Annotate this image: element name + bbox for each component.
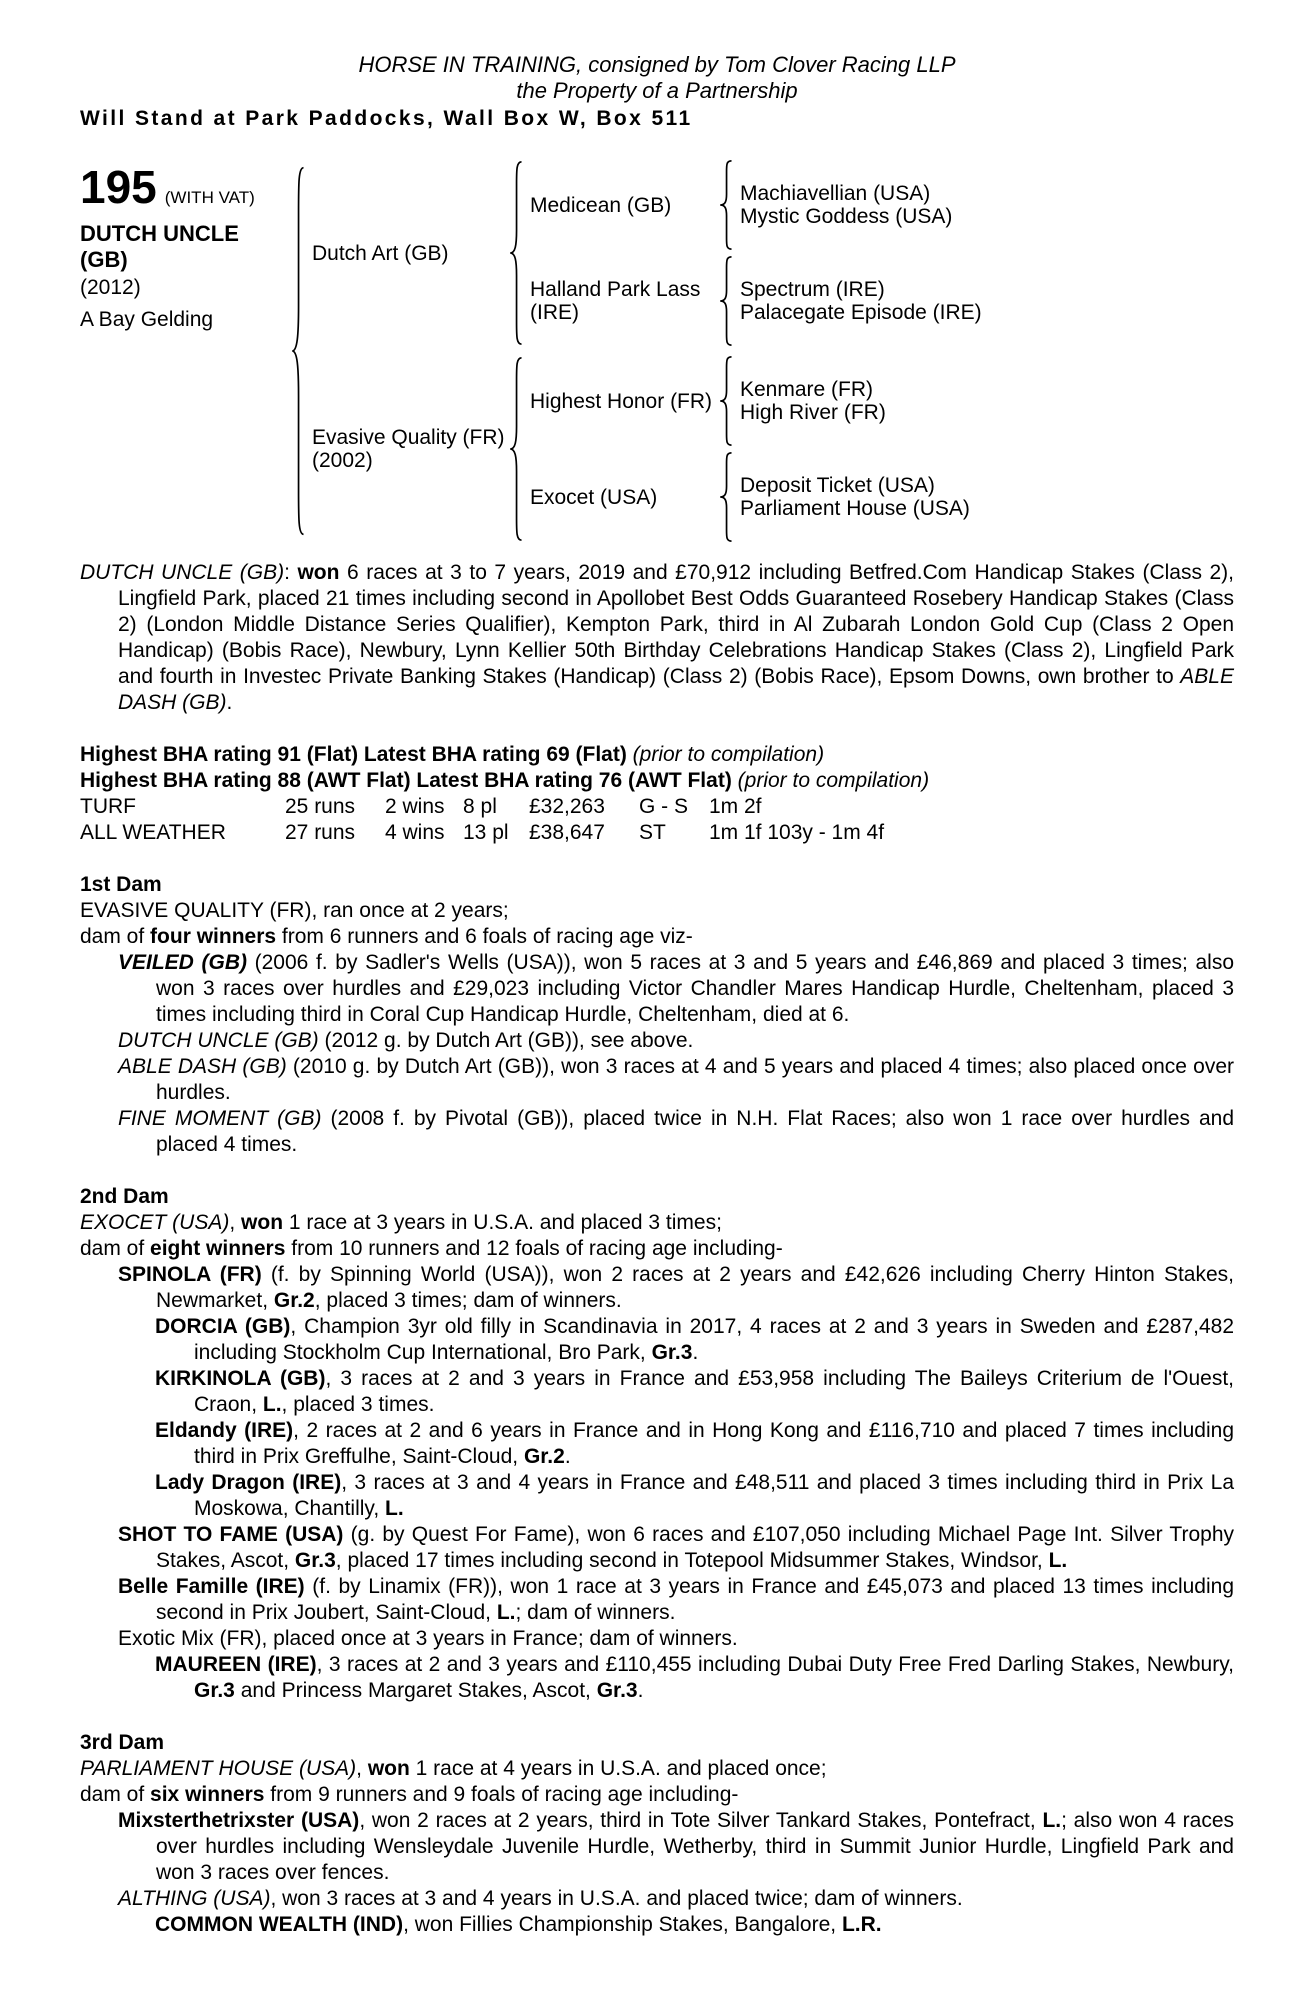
dam-parents-stack [526, 356, 1234, 542]
brace-icon [718, 160, 736, 250]
pedigree-block [80, 158, 1234, 542]
sire-name-cell [308, 242, 508, 265]
pedigree-paragraph: Exotic Mix (FR), placed once at 3 years in France; dam of winners. [118, 1627, 738, 1650]
pedigree-paragraph: FINE MOMENT (GB) (2008 f. by Pivotal (GB)), placed twice in N.H. Flat Races; also won 1 race over hurdles and placed 4 times. [118, 1107, 1234, 1156]
ancestor-pair [736, 378, 1234, 424]
ancestor-name: Palacegate Episode (IRE) [740, 301, 982, 324]
pedigree-paragraph: ALTHING (USA), won 3 races at 3 and 4 years in U.S.A. and placed twice; dam of winners. [118, 1887, 963, 1910]
sire-parents-stack [526, 160, 1234, 346]
dam-section [80, 872, 1234, 1158]
dam-sections [80, 872, 1234, 1938]
vat-note: (WITH VAT) [164, 188, 255, 207]
record-cell: TURF [80, 795, 136, 818]
horse-name: DUTCH UNCLE [80, 221, 239, 246]
section-heading: 3rd Dam [80, 1731, 165, 1754]
sire-dam-branch [526, 256, 1234, 346]
horse-description: A Bay Gelding [80, 308, 214, 331]
property-line: the Property of a Partnership [516, 78, 798, 103]
dam-branch [308, 356, 1234, 542]
pedigree-paragraph: dam of four winners from 6 runners and 6 foals of racing age viz- [80, 925, 693, 948]
race-record-table [80, 794, 1234, 846]
pedigree-paragraph: COMMON WEALTH (IND), won Fillies Championship Stakes, Bangalore, L.R. [155, 1913, 882, 1936]
pedigree-paragraph: dam of eight winners from 10 runners and 12 foals of racing age including- [80, 1237, 783, 1260]
record-cell: 13 pl [463, 821, 509, 844]
ancestor-pair [736, 182, 1234, 228]
dam-section [80, 1184, 1234, 1704]
dam-dam-branch [526, 452, 1234, 542]
dam-foaling-year: (2002) [312, 449, 373, 472]
ancestor-pair [736, 278, 1234, 324]
lot-number: 195 [80, 161, 157, 213]
stand-location-line: Will Stand at Park Paddocks, Wall Box W, Box 511 [80, 107, 693, 130]
horse-country-suffix: (GB) [80, 247, 128, 272]
ancestor-name: Mystic Goddess (USA) [740, 205, 953, 228]
page-header [80, 52, 1234, 132]
bha-ratings [80, 742, 1130, 794]
ancestor-name: Kenmare (FR) [740, 378, 874, 401]
pedigree-paragraph: SPINOLA (FR) (f. by Spinning World (USA)), won 2 races at 2 years and £42,626 including Cherry Hinton Stakes, Newmarket, Gr.2, placed 3 times; dam of winners. [118, 1263, 1234, 1312]
pedigree-paragraph: Mixsterthetrixster (USA), won 2 races at 2 years, third in Tote Silver Tankard Stakes, Pontefract, L.; also won 4 races over hurdles including Wensleydale Juvenile Hurdle, Wetherby, third in Summit Junior Hurdle, Lingfield Park and won 3 races over fences. [118, 1809, 1234, 1884]
dam-name: Evasive Quality (FR) [312, 426, 505, 449]
section-heading: 1st Dam [80, 873, 162, 896]
pedigree-paragraph: MAUREEN (IRE), 3 races at 2 and 3 years and £110,455 including Dubai Duty Free Fred Darling Stakes, Newbury, Gr.3 and Princess Margaret Stakes, Ascot, Gr.3. [155, 1653, 1234, 1702]
record-cell: 1m 2f [709, 795, 762, 818]
brace-icon [718, 256, 736, 346]
sire-dam-name: Halland Park Lass (IRE) [530, 278, 701, 324]
pedigree-paragraph: PARLIAMENT HOUSE (USA), won 1 race at 4 years in U.S.A. and placed once; [80, 1757, 827, 1780]
dam-sire-name: Highest Honor (FR) [530, 389, 713, 413]
pedigree-paragraph: EVASIVE QUALITY (FR), ran once at 2 years; [80, 899, 509, 922]
section-heading: 2nd Dam [80, 1185, 169, 1208]
sire-sire-branch [526, 160, 1234, 250]
horse-foaling-year: (2012) [80, 276, 141, 299]
sire-branch [308, 160, 1234, 346]
pedigree-paragraph: Belle Famille (IRE) (f. by Linamix (FR)), won 1 race at 3 years in France and £45,073 and placed 13 times including second in Prix Joubert, Saint-Cloud, L.; dam of winners. [118, 1575, 1234, 1624]
pedigree-paragraph: KIRKINOLA (GB), 3 races at 2 and 3 years in France and £53,958 including The Baileys Criterium de l'Ouest, Craon, L., placed 3 times. [155, 1367, 1234, 1416]
record-cell: 2 wins [385, 795, 445, 818]
record-cell: ST [639, 821, 666, 844]
pedigree-paragraph: Lady Dragon (IRE), 3 races at 3 and 4 years in France and £48,511 and placed 3 times including third in Prix La Moskowa, Chantilly, L. [155, 1471, 1234, 1520]
bha-rating-line: Highest BHA rating 88 (AWT Flat) Latest BHA rating 76 (AWT Flat) (prior to compilation) [80, 769, 930, 792]
record-cell: G - S [639, 795, 689, 818]
pedigree-paragraph: Eldandy (IRE), 2 races at 2 and 6 years in France and in Hong Kong and £116,710 and placed 7 times including third in Prix Greffulhe, Saint-Cloud, Gr.2. [155, 1419, 1234, 1468]
brace-icon [508, 356, 526, 542]
sire-name: Dutch Art (GB) [312, 241, 449, 265]
record-cell: 1m 1f 103y - 1m 4f [709, 821, 885, 844]
lot-number-row [80, 161, 290, 213]
dam-name-cell [308, 426, 508, 472]
brace-icon [718, 452, 736, 542]
consignor-line: HORSE IN TRAINING, consigned by Tom Clover Racing LLP [358, 52, 956, 77]
pedigree-paragraph: DUTCH UNCLE (GB) (2012 g. by Dutch Art (GB)), see above. [118, 1029, 694, 1052]
record-cell: ALL WEATHER [80, 821, 226, 844]
ancestor-pair [736, 474, 1234, 520]
ancestor-name: Machiavellian (USA) [740, 182, 931, 205]
ancestor-name: Deposit Ticket (USA) [740, 474, 935, 497]
brace-icon [508, 160, 526, 346]
record-cell: 8 pl [463, 795, 497, 818]
pedigree-paragraph: EXOCET (USA), won 1 race at 3 years in U.S.A. and placed 3 times; [80, 1211, 722, 1234]
ancestor-name: Parliament House (USA) [740, 497, 970, 520]
lot-info [80, 158, 290, 542]
pedigree-paragraph: DORCIA (GB), Champion 3yr old filly in Scandinavia in 2017, 4 races at 2 and 3 years in Sweden and £287,482 including Stockholm Cup International, Bro Park, Gr.3. [155, 1315, 1234, 1364]
brace-icon [290, 164, 308, 538]
race-description: DUTCH UNCLE (GB): won 6 races at 3 to 7 years, 2019 and £70,912 including Betfred.Com Handicap Stakes (Class 2), Lingfield Park, placed 21 times including second in Apollobet Best Odds Guaranteed Rosebery Handicap Stakes (Class 2) (London Middle Distance Series Qualifier), Kempton Park, third in Al Zubarah London Gold Cup (Class 2 Open Handicap) (Bobis Race), Newbury, Lynn Kellier 50th Birthday Celebrations Handicap Stakes (Class 2), Lingfield Park and fourth in Investec Private Banking Stakes (Handicap) (Class 2) (Bobis Race), Epsom Downs, own brother to ABLE DASH (GB). [80, 561, 1235, 714]
dam-dam-name: Exocet (USA) [530, 485, 658, 509]
pedigree-tree [290, 158, 1234, 542]
dam-sire-branch [526, 356, 1234, 446]
pedigree-paragraph: dam of six winners from 9 runners and 9 foals of racing age including- [80, 1783, 739, 1806]
pedigree-paragraph: SHOT TO FAME (USA) (g. by Quest For Fame), won 6 races and £107,050 including Michael Page Int. Silver Trophy Stakes, Ascot, Gr.3, placed 17 times including second in Totepool Midsummer Stakes, Windsor, L. [118, 1523, 1235, 1572]
ancestor-name: Spectrum (IRE) [740, 278, 885, 301]
record-cell: £38,647 [529, 821, 605, 844]
sire-sire-name: Medicean (GB) [530, 193, 672, 217]
pedigree-paragraph: VEILED (GB) (2006 f. by Sadler's Wells (USA)), won 5 races at 3 and 5 years and £46,869 and placed 3 times; also won 3 races over hurdles and £29,023 including Victor Chandler Mares Handicap Hurdle, Cheltenham, placed 3 times including third in Coral Cup Handicap Hurdle, Cheltenham, died at 6. [118, 951, 1235, 1026]
dam-section [80, 1730, 1234, 1938]
brace-icon [718, 356, 736, 446]
record-cell: £32,263 [529, 795, 605, 818]
ancestor-name: High River (FR) [740, 401, 886, 424]
record-cell: 4 wins [385, 821, 445, 844]
record-cell: 25 runs [285, 795, 356, 818]
sire-dam-stack [308, 160, 1234, 542]
pedigree-paragraph: ABLE DASH (GB) (2010 g. by Dutch Art (GB)), won 3 races at 4 and 5 years and placed 4 times; also placed once over hurdles. [118, 1055, 1234, 1104]
record-cell: 27 runs [285, 821, 356, 844]
bha-rating-line: Highest BHA rating 91 (Flat) Latest BHA rating 69 (Flat) (prior to compilation) [80, 743, 825, 766]
